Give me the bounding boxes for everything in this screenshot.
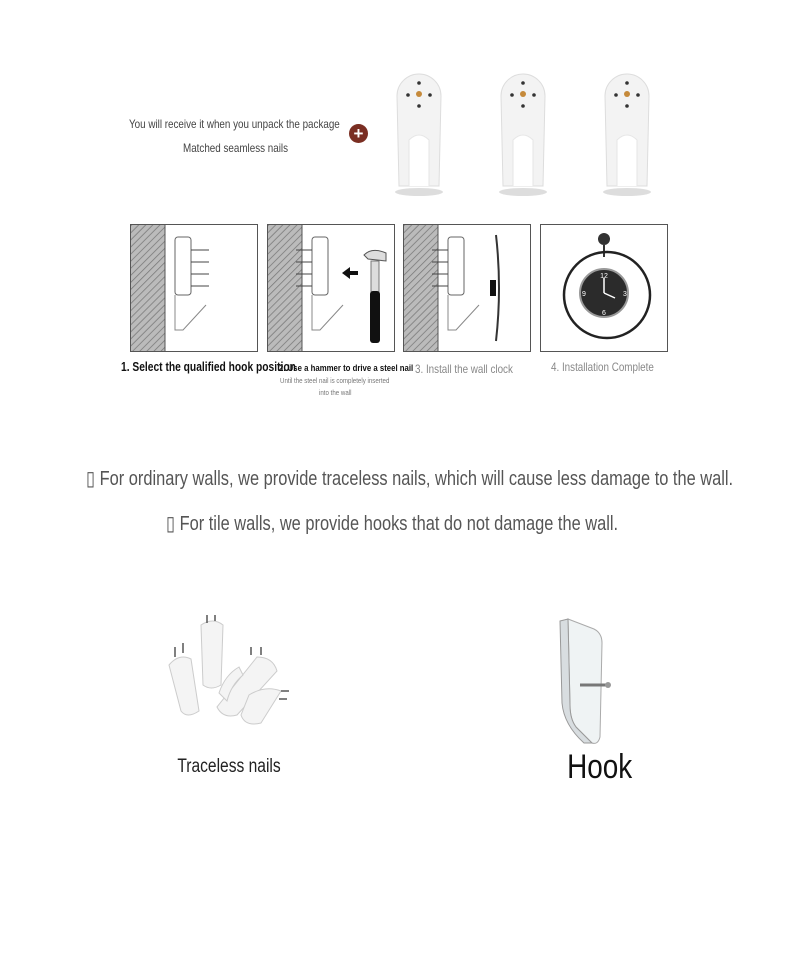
- step-2-title: 2. Use a hammer to drive a steel nail: [279, 363, 414, 374]
- hook-image-1: [392, 68, 446, 196]
- plus-icon: +: [349, 124, 368, 143]
- traceless-nails-label-box: [129, 756, 329, 778]
- step-3-title: 3. Install the wall clock: [415, 362, 513, 376]
- traceless-nails-image: [165, 615, 295, 725]
- package-text-2: [183, 141, 311, 155]
- svg-text:9: 9: [582, 291, 586, 298]
- note-2-line: [166, 511, 618, 536]
- hook-product-image: [550, 615, 620, 747]
- package-line2: Matched seamless nails: [183, 141, 289, 155]
- step-2-subtitle-1: Until the steel nail is completely inserted: [280, 376, 390, 385]
- hook-image-3: [600, 68, 654, 196]
- step-2-subtitle-2: into the wall: [319, 388, 352, 397]
- traceless-nails-label: Traceless nails: [177, 756, 281, 777]
- package-line1: You will receive it when you unpack the package: [129, 117, 340, 131]
- step-3-illustration: [403, 224, 531, 352]
- note-ordinary-walls: [86, 466, 790, 491]
- step-2-illustration: [267, 224, 395, 352]
- note-1-text: For ordinary walls, we provide traceless nails, which will cause less damage to the wall.: [99, 468, 734, 490]
- step-4-caption: [551, 360, 676, 374]
- note-1-line: [86, 466, 733, 491]
- note-2-text: For tile walls, we provide hooks that do not damage the wall.: [179, 513, 619, 535]
- hook-label: Hook: [567, 748, 633, 786]
- package-text: [129, 117, 386, 131]
- svg-text:12: 12: [600, 273, 608, 280]
- step-1-title: 1. Select the qualified hook position: [121, 360, 296, 374]
- svg-text:6: 6: [602, 310, 606, 317]
- hook-label-box: [500, 748, 700, 787]
- bullet-icon: ▯: [86, 468, 96, 490]
- step-4-illustration: [540, 224, 668, 352]
- note-tile-walls: [166, 511, 717, 536]
- bullet-icon: ▯: [166, 513, 176, 535]
- step-2-subtitle-b: [319, 388, 359, 397]
- step-4-title: 4. Installation Complete: [551, 360, 654, 374]
- step-2-subtitle: [280, 376, 413, 385]
- step-1-illustration: [130, 224, 258, 352]
- step-3-caption: [415, 362, 534, 376]
- hook-image-2: [496, 68, 550, 196]
- svg-text:3: 3: [623, 291, 627, 298]
